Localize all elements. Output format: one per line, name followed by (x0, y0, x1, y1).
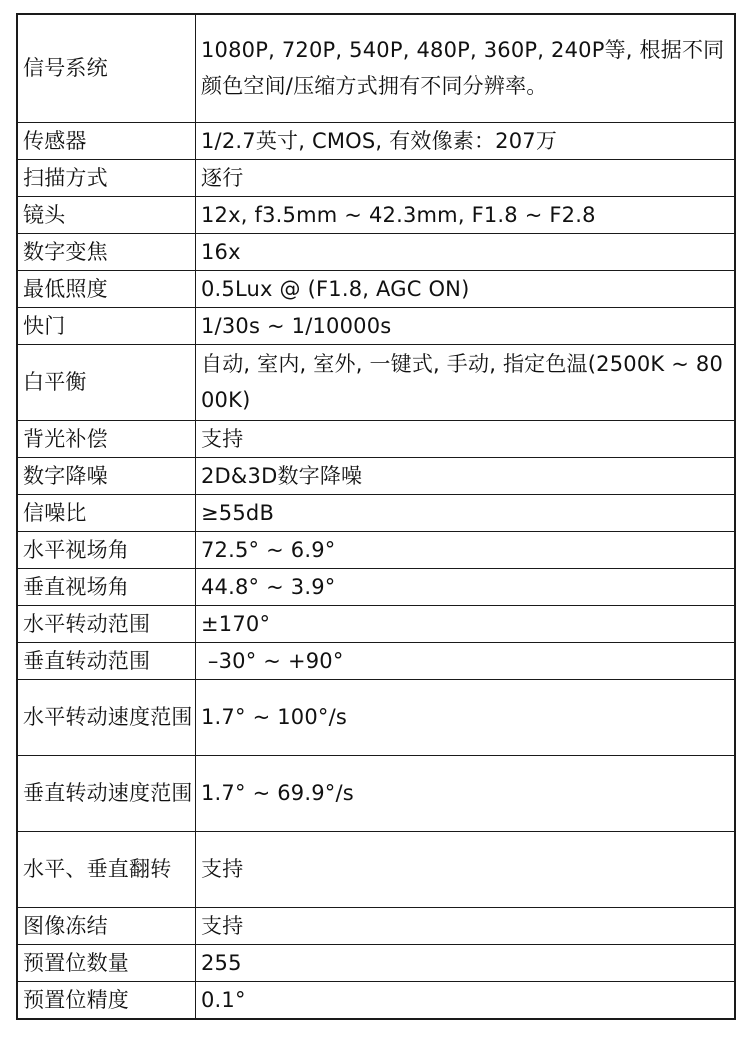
row-label: 垂直转动速度范围 (17, 755, 196, 831)
spec-table-body (17, 14, 735, 1019)
spec-table (16, 13, 736, 1020)
table-row (17, 605, 735, 642)
row-label: 镜头 (17, 196, 196, 233)
row-label: 信号系统 (17, 14, 196, 122)
row-value: 1/30s ~ 1/10000s (196, 307, 736, 344)
table-row (17, 944, 735, 981)
row-label: 白平衡 (17, 344, 196, 420)
table-row (17, 233, 735, 270)
row-label: 背光补偿 (17, 420, 196, 457)
row-label: 图像冻结 (17, 907, 196, 944)
table-row (17, 420, 735, 457)
table-row (17, 14, 735, 122)
row-value: –30° ~ +90° (196, 642, 736, 679)
row-label: 垂直视场角 (17, 568, 196, 605)
table-row (17, 531, 735, 568)
table-row (17, 457, 735, 494)
row-value: 支持 (196, 907, 736, 944)
table-row (17, 307, 735, 344)
table-row (17, 981, 735, 1019)
row-value: 72.5° ~ 6.9° (196, 531, 736, 568)
table-row (17, 568, 735, 605)
row-value: 12x, f3.5mm ~ 42.3mm, F1.8 ~ F2.8 (196, 196, 736, 233)
row-value: 1/2.7英寸, CMOS, 有效像素：207万 (196, 122, 736, 159)
row-value: 255 (196, 944, 736, 981)
table-row (17, 494, 735, 531)
row-label: 扫描方式 (17, 159, 196, 196)
row-value: 逐行 (196, 159, 736, 196)
table-row (17, 344, 735, 420)
row-label: 垂直转动范围 (17, 642, 196, 679)
row-value: 自动, 室内, 室外, 一键式, 手动, 指定色温(2500K ~ 8000K) (196, 344, 736, 420)
row-label: 快门 (17, 307, 196, 344)
table-row (17, 755, 735, 831)
row-label: 水平转动范围 (17, 605, 196, 642)
row-value: 支持 (196, 420, 736, 457)
row-value: 16x (196, 233, 736, 270)
table-row (17, 270, 735, 307)
row-label: 最低照度 (17, 270, 196, 307)
row-label: 信噪比 (17, 494, 196, 531)
table-row (17, 642, 735, 679)
table-row (17, 831, 735, 907)
row-value: 1.7° ~ 100°/s (196, 679, 736, 755)
table-row (17, 679, 735, 755)
row-label: 水平、垂直翻转 (17, 831, 196, 907)
row-value: 支持 (196, 831, 736, 907)
table-row (17, 907, 735, 944)
row-value: ±170° (196, 605, 736, 642)
row-label: 传感器 (17, 122, 196, 159)
row-value: 1.7° ~ 69.9°/s (196, 755, 736, 831)
row-value: ≥55dB (196, 494, 736, 531)
row-label: 预置位数量 (17, 944, 196, 981)
row-label: 水平视场角 (17, 531, 196, 568)
row-value: 44.8° ~ 3.9° (196, 568, 736, 605)
row-value: 0.1° (196, 981, 736, 1019)
row-value: 2D&3D数字降噪 (196, 457, 736, 494)
table-row (17, 122, 735, 159)
row-label: 数字降噪 (17, 457, 196, 494)
table-row (17, 159, 735, 196)
row-label: 水平转动速度范围 (17, 679, 196, 755)
row-value: 1080P, 720P, 540P, 480P, 360P, 240P等, 根据不同颜色空间/压缩方式拥有不同分辨率。 (196, 14, 736, 122)
table-row (17, 196, 735, 233)
row-label: 数字变焦 (17, 233, 196, 270)
row-value: 0.5Lux @ (F1.8, AGC ON) (196, 270, 736, 307)
row-label: 预置位精度 (17, 981, 196, 1019)
